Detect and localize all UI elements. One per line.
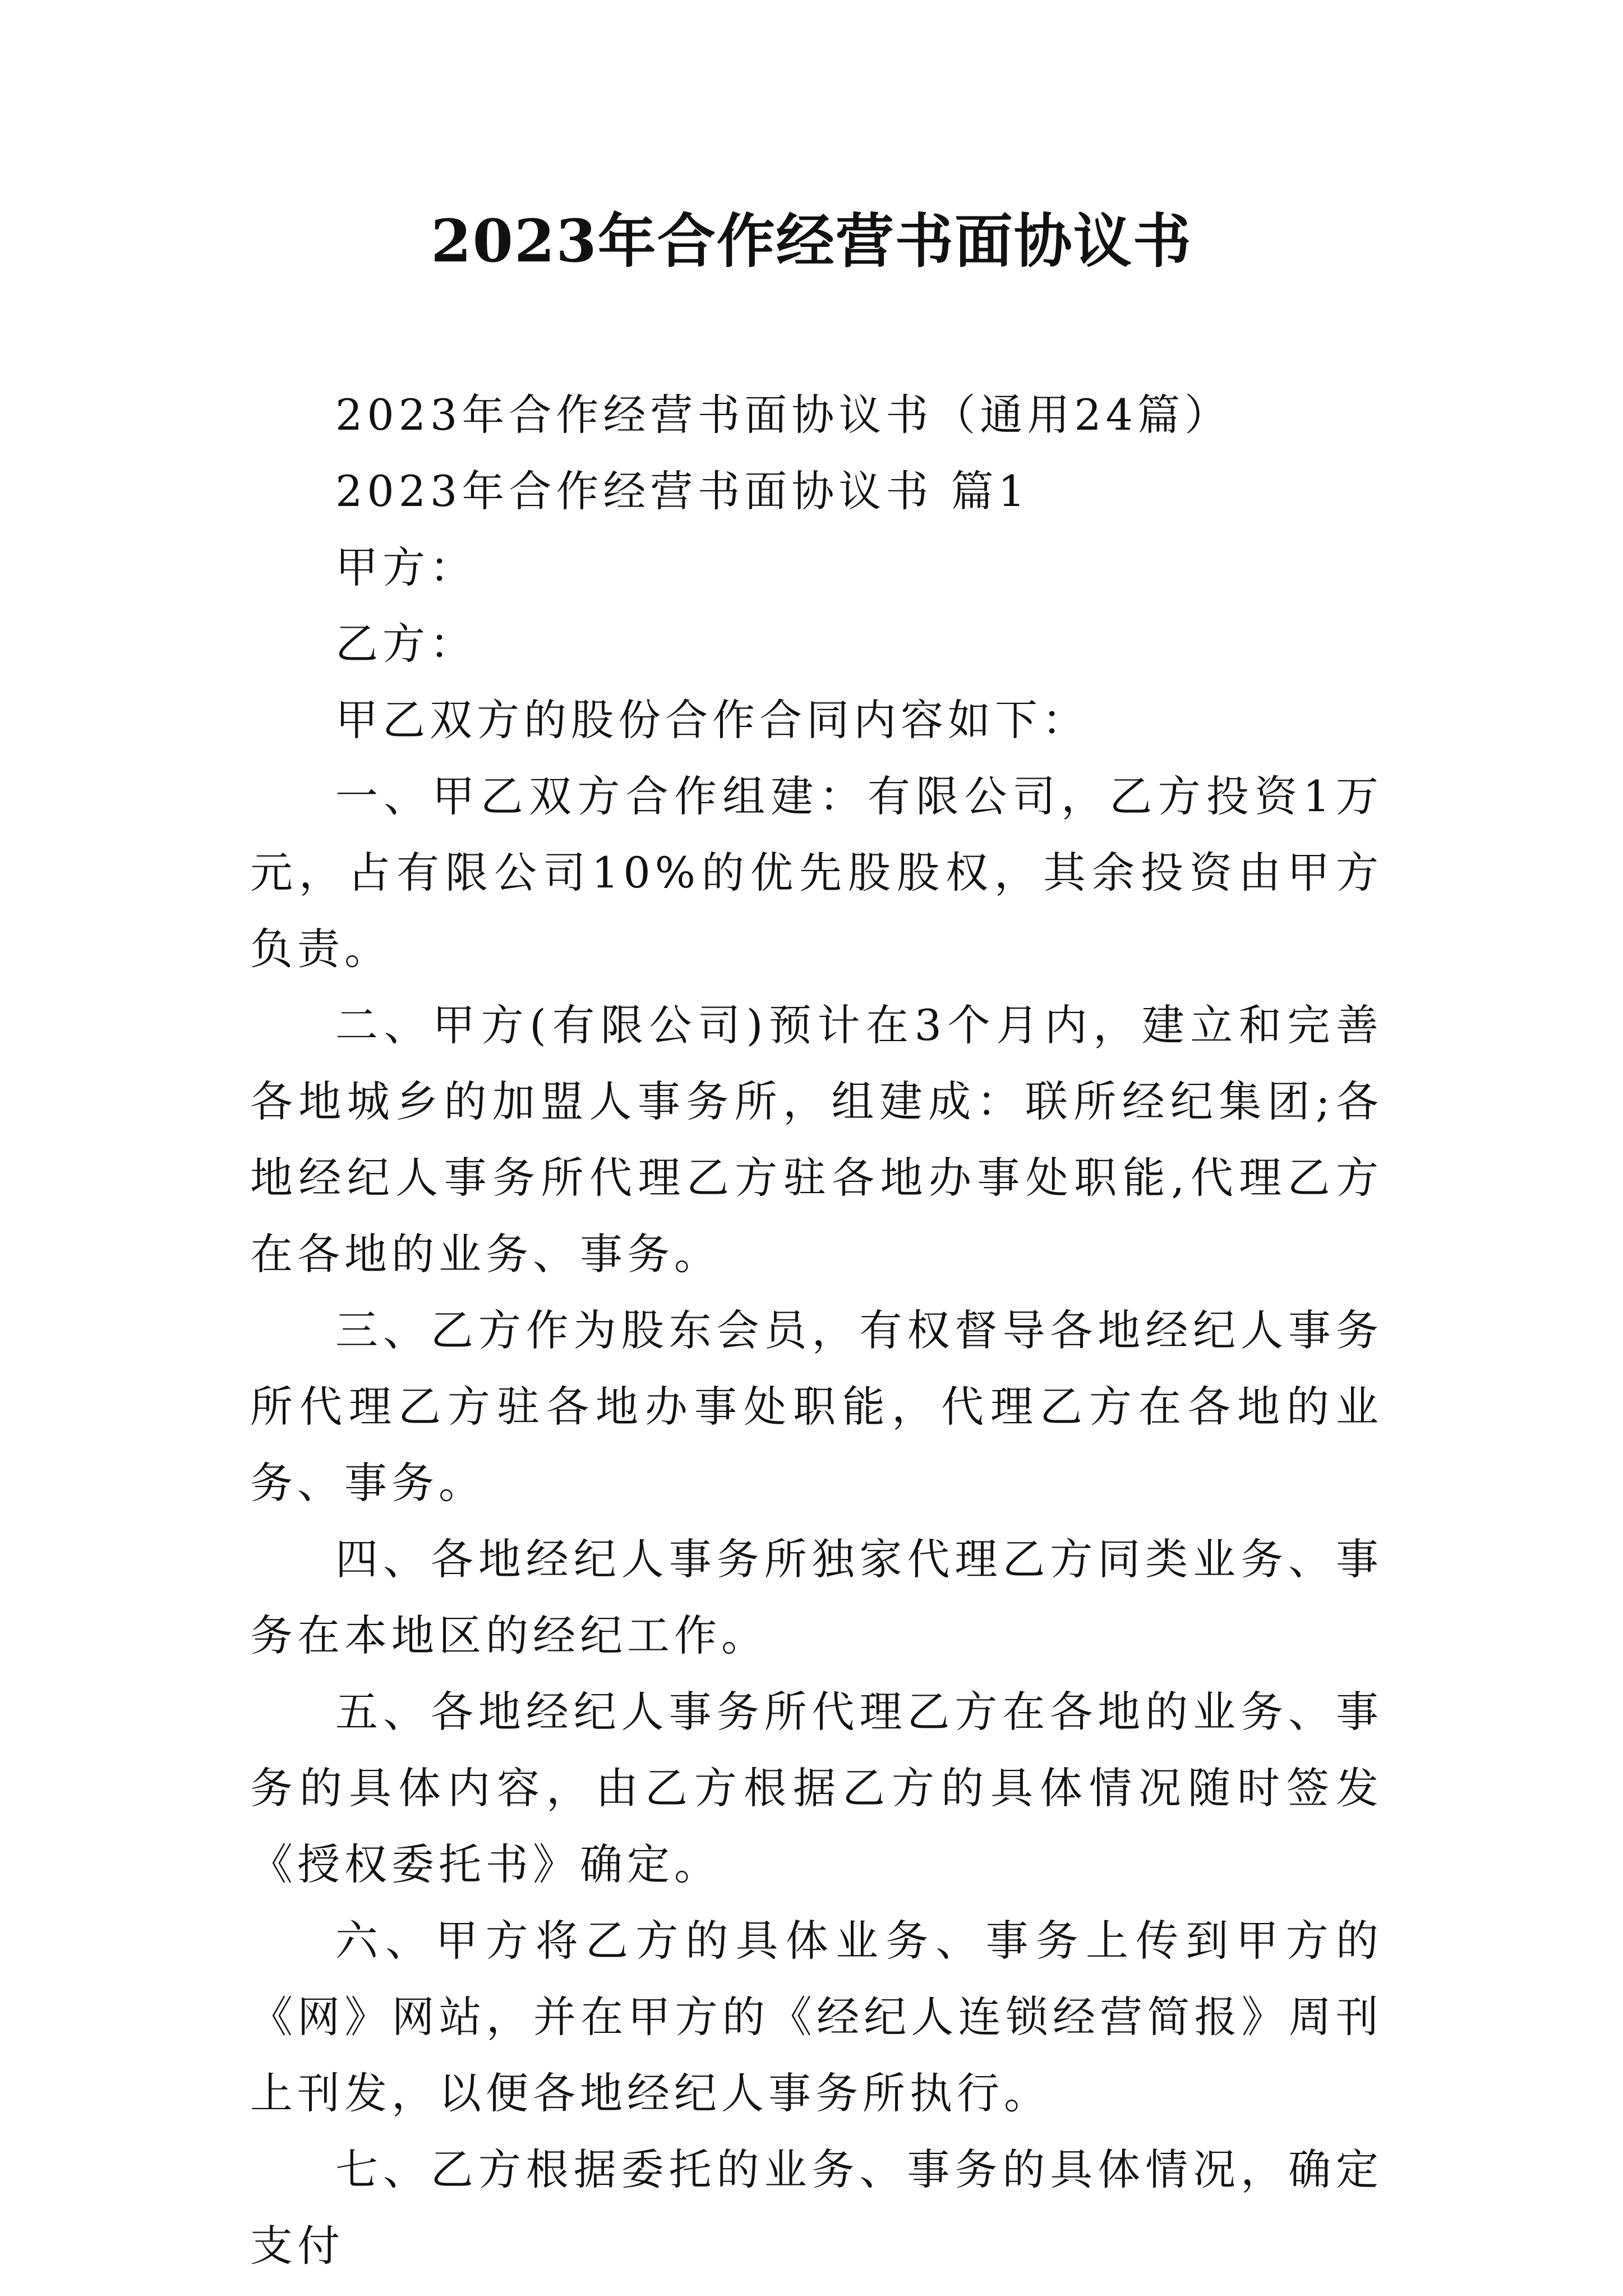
paragraph-clause-4: 四、各地经纪人事务所独家代理乙方同类业务、事务在本地区的经纪工作。 — [250, 1534, 1383, 1660]
paragraph-intro: 甲乙双方的股份合作合同内容如下： — [335, 695, 1089, 745]
paragraph-clause-7: 七、乙方根据委托的业务、事务的具体情况，确定支付 — [250, 2145, 1383, 2271]
paragraph-clause-2: 二、甲方(有限公司)预计在3个月内，建立和完善各地城乡的加盟人事务所，组建成：联所经纪集团;各地经纪人事务所代理乙方驻各地办事处职能,代理乙方在各地的业务、事务。 — [250, 1000, 1383, 1279]
paragraph-clause-1: 一、甲乙双方合作组建：有限公司，乙方投资1万元，占有限公司10%的优先股股权，其余投资由甲方负责。 — [250, 771, 1383, 974]
paragraph-party-b: 乙方： — [335, 619, 477, 669]
paragraph-clause-6: 六、甲方将乙方的具体业务、事务上传到甲方的《网》网站，并在甲方的《经纪人连锁经营简报》周刊上刊发，以便各地经纪人事务所执行。 — [250, 1916, 1383, 2118]
document-title: 2023年合作经营书面协议书 — [431, 206, 1192, 275]
paragraph-subtitle: 2023年合作经营书面协议书（通用24篇） — [335, 390, 1232, 440]
paragraph-section-heading: 2023年合作经营书面协议书 篇1 — [335, 466, 1030, 516]
paragraph-clause-5: 五、各地经纪人事务所代理乙方在各地的业务、事务的具体内容，由乙方根据乙方的具体情况随时签发《授权委托书》确定。 — [250, 1687, 1383, 1889]
document-body — [250, 377, 1383, 2284]
paragraph-clause-3: 三、乙方作为股东会员，有权督导各地经纪人事务所代理乙方驻各地办事处职能，代理乙方在各地的业务、事务。 — [250, 1305, 1383, 1508]
paragraph-party-a: 甲方： — [335, 542, 477, 592]
